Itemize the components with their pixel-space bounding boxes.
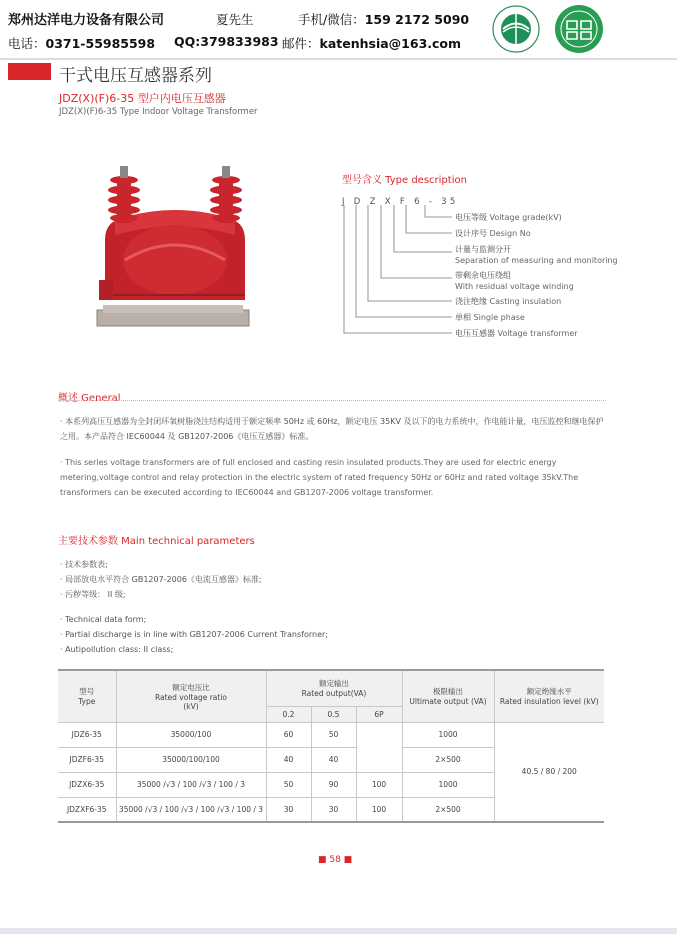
th-type: 型号 Type <box>58 670 116 722</box>
general-paragraph-en: · This series voltage transformers are of full enclosed and casting resin insulated products.They are used for electric energy metering,voltage control and relay protection in the electric system of rated frequency 50Hz or 60Hz and rated voltage 35kV.The transformers can be executed according to IEC60044 and GB1207-2006 voltage transformer. <box>60 458 579 497</box>
table-row: JDZXF6-35 35000 /√3 / 100 /√3 / 100 /√3 / 100 / 3 30 30 100 2×500 <box>58 797 604 822</box>
type-description-heading: 型号含义 Type description <box>342 175 467 186</box>
bottom-band <box>0 928 677 934</box>
empty-6p-cell <box>356 722 402 772</box>
decode-item-casting-insulation: 浇注绝缘 Casting insulation <box>455 297 562 306</box>
table-row: JDZF6-35 35000/100/100 40 40 2×500 <box>58 747 604 772</box>
decode-item-voltage-transformer: 电压互感器 Voltage transformer <box>455 329 578 338</box>
th-class-6p: 6P <box>356 706 402 722</box>
type-code: J D Z X F 6 - 35 <box>342 197 459 207</box>
decode-item-voltage-grade: 电压等级 Voltage grade(kV) <box>455 213 562 222</box>
email-address: katenhsia@163.com <box>319 36 462 51</box>
company-logo <box>550 3 608 55</box>
qq-label: QQ: <box>174 34 201 49</box>
decode-item-separation: 计量与监测分开 Separation of measuring and monitoring <box>455 245 618 265</box>
table-row: JDZ6-35 35000/100 60 50 1000 40.5 / 80 / 200 <box>58 722 604 747</box>
email-label: 邮件： <box>282 36 320 51</box>
qq-row <box>174 34 279 49</box>
state-grid-logo <box>491 4 541 54</box>
transformer-image <box>95 160 265 332</box>
email-row <box>282 34 461 52</box>
contact-name: 夏先生 <box>216 12 254 27</box>
main-params-heading: 主要技术参数 Main technical parameters <box>58 536 255 547</box>
params-item: · Partial discharge is in line with GB1207-2006 Current Transforner; <box>60 630 328 639</box>
insulation-level: 40.5 / 80 / 200 <box>494 722 604 822</box>
th-class-05: 0.5 <box>311 706 356 722</box>
phone-label: 手机/微信： <box>298 12 365 27</box>
decode-item-design-no: 设计序号 Design No <box>455 229 531 238</box>
table-row: JDZX6-35 35000 /√3 / 100 /√3 / 100 / 3 50 90 100 1000 <box>58 772 604 797</box>
subtitle-en: JDZ(X)(F)6-35 Type Indoor Voltage Transformer <box>59 107 258 117</box>
th-class-02: 0.2 <box>266 706 311 722</box>
th-ultimate: 极限输出 Ultimate output (VA) <box>402 670 494 722</box>
phone-row <box>298 10 469 28</box>
params-item: · 局部放电水平符合 GB1207-2006《电流互感器》标准; <box>60 575 262 584</box>
section-divider <box>58 400 606 401</box>
page-title: 干式电压互感器系列 <box>59 66 212 86</box>
tel-number: 0371-55985598 <box>45 36 156 51</box>
params-item: · 污秽等级： II 级; <box>60 590 126 599</box>
general-heading: 概述 General <box>58 393 121 404</box>
th-output: 额定输出 Rated output(VA) <box>266 670 402 706</box>
tel-label: 电话： <box>8 36 46 51</box>
decode-item-residual-winding: 带剩余电压绕组 With residual voltage winding <box>455 271 574 291</box>
params-list-cn <box>60 557 262 602</box>
params-list-en <box>60 612 328 657</box>
contact-header <box>0 0 677 60</box>
title-accent-bar <box>8 63 51 80</box>
params-item: · Autipollution class: II class; <box>60 645 174 654</box>
page-number: ■ 58 ■ <box>318 855 353 865</box>
decode-item-single-phase: 单相 Single phase <box>455 313 525 322</box>
th-ratio: 额定电压比 Rated voltage ratio (kV) <box>116 670 266 722</box>
tel-row <box>8 34 155 52</box>
params-item: · Technical data form; <box>60 615 147 624</box>
company-name: 郑州达洋电力设备有限公司 <box>8 13 165 28</box>
qq-number: 379833983 <box>200 34 279 49</box>
phone-number: 159 2172 5090 <box>364 12 470 27</box>
spec-table <box>58 669 604 823</box>
general-paragraph-cn: · 本系列高压互感器为全封闭环氧树脂浇注结构适用于额定频率 50Hz 或 60Hz，额定电压 35KV 及以下的电力系统中，作电能计量，电压监控和继电保护之用。本产品符合 IEC60044 及 GB1207-2006《电压互感器》标准。 <box>60 417 604 441</box>
params-item: · 技术参数表; <box>60 560 108 569</box>
th-insulation: 额定绝缘水平 Rated insulation level (kV) <box>494 670 604 722</box>
subtitle-cn: JDZ(X)(F)6-35 型户内电压互感器 <box>59 92 226 105</box>
